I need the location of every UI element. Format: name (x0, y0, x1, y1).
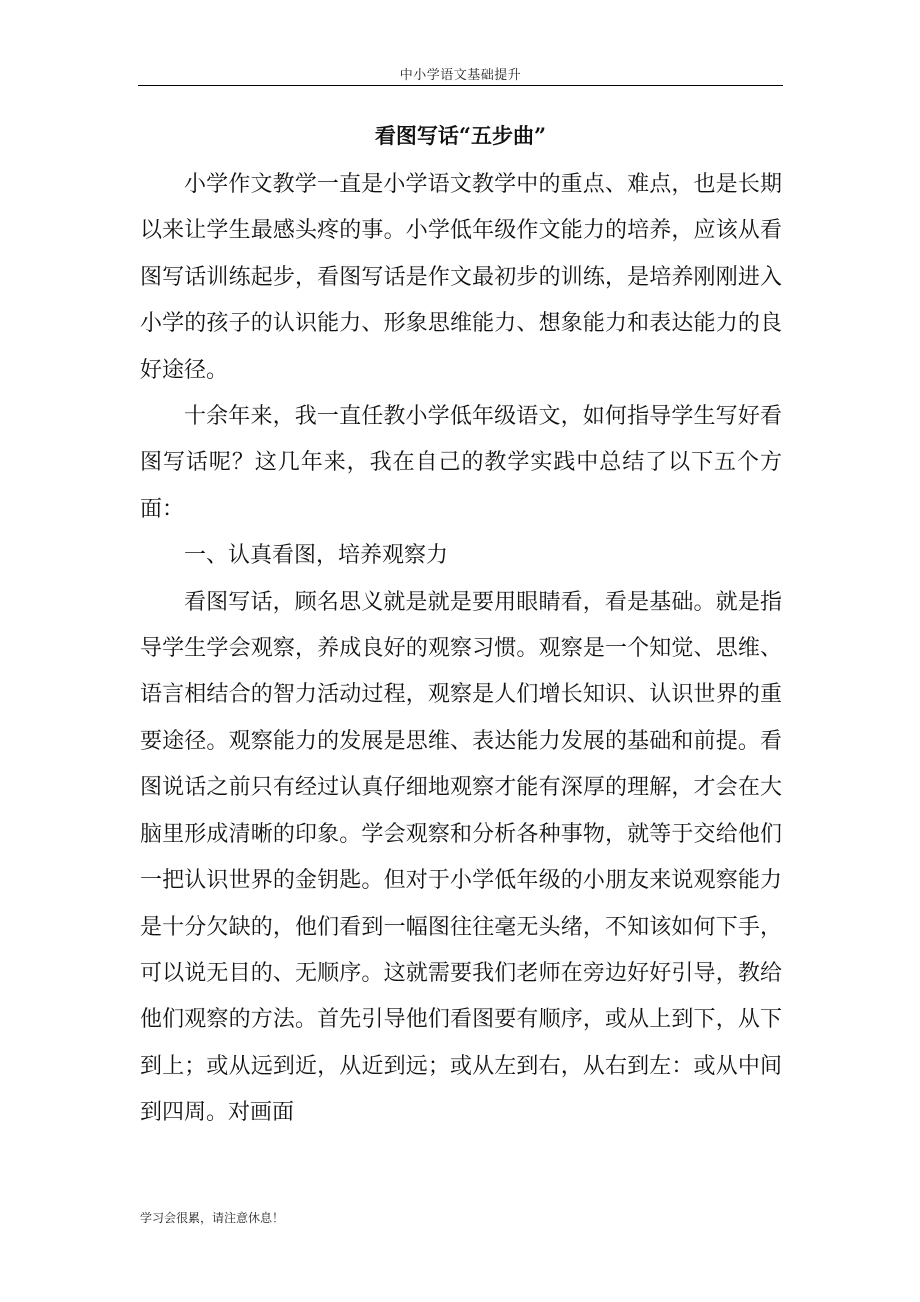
page-header: 中小学语文基础提升 (399, 68, 522, 83)
paragraph-experience: 十余年来，我一直任教小学低年级语文，如何指导学生写好看图写话呢？这几年来，我在自己的教学实践中总结了以下五个方面： (140, 404, 782, 522)
paragraph-observe: 看图写话，顾名思义就是就是要用眼睛看，看是基础。就是指导学生学会观察，养成良好的观察习惯。观察是一个知觉、思维、语言相结合的智力活动过程，观察是人们增长知识、认识世界的重要途径。观察能力的发展是思维、表达能力发展的基础和前提。看图说话之前只有经过认真仔细地观察才能有深厚的理解，才会在大脑里形成清晰的印象。学会观察和分析各种事物，就等于交给他们一把认识世界的金钥匙。但对于小学低年级的小朋友来说观察能力是十分欠缺的，他们看到一幅图往往毫无头绪，不知该如何下手，可以说无目的、无顺序。这就需要我们老师在旁边好好引导，教给他们观察的方法。首先引导他们看图要有顺序，或从上到下，从下到上；或从远到近，从近到远；或从左到右，从右到左：或从中间到四周。对画面 (140, 589, 782, 1126)
page-footer: 学习会很累，请注意休息！ (140, 1211, 285, 1225)
section-heading-observe: 一、认真看图，培养观察力 (184, 543, 449, 569)
paragraph-intro: 小学作文教学一直是小学语文教学中的重点、难点，也是长期以来让学生最感头疼的事。小学低年级作文能力的培养，应该从看图写话训练起步，看图写话是作文最初步的训练，是培养刚刚进入小学的孩子的认识能力、形象思维能力、想象能力和表达能力的良好途径。 (140, 172, 782, 383)
document-title: 看图写话“五步曲” (374, 123, 547, 148)
document-body (140, 162, 782, 1137)
header-divider (138, 85, 783, 86)
